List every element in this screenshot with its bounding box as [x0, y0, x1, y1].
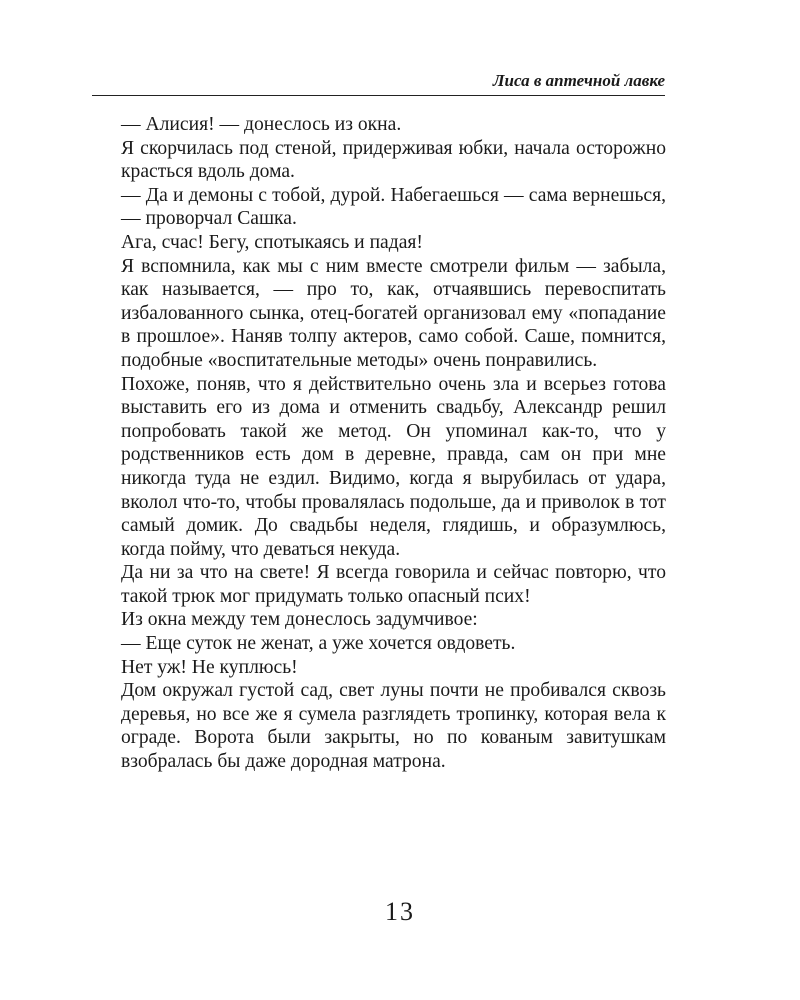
paragraph: — Алисия! — донеслось из окна.	[121, 114, 402, 135]
body-text	[121, 113, 666, 774]
paragraph: Я вспомнила, как мы с ним вместе смотрели фильм — забыла, как называется, — про то, как, отчаявшись перевоспитать избалованного сынка, отец-богатей организовал ему «попадание в прошлое». Наняв толпу актеров, само собой. Саше, помнится, подобные «воспитательные методы» очень понравились.	[121, 255, 666, 371]
paragraph: Из окна между тем донеслось задумчивое:	[121, 609, 478, 631]
paragraph: — Да и демоны с тобой, дурой. Набегаешься — сама вернешься, — проворчал Сашка.	[121, 184, 666, 230]
paragraph: Да ни за что на свете! Я всегда говорила и сейчас повторю, что такой трюк мог придумать только опасный псих!	[121, 562, 666, 607]
header-divider	[92, 95, 665, 96]
paragraph: Нет уж! Не куплюсь!	[121, 656, 298, 678]
paragraph: Я скорчилась под стеной, придерживая юбки, начала осторожно красться вдоль дома.	[121, 137, 666, 183]
paragraph: Похоже, поняв, что я действительно очень зла и всерьез готова выставить его из дома и отменить свадьбу, Александр решил попробовать такой же метод. Он упоминал как-то, что у родственников есть дом в деревне, правда, сам он при мне никогда туда не ездил. Видимо, когда я вырубилась от удара, вколол что-то, чтобы провалялась подольше, да и приволок в тот самый домик. До свадьбы неделя, глядишь, и образумлюсь, когда пойму, что деваться некуда.	[121, 373, 666, 560]
paragraph: — Еще суток не женат, а уже хочется овдоветь.	[121, 633, 516, 655]
page-number: 13	[385, 897, 415, 926]
paragraph: Дом окружал густой сад, свет луны почти не пробивался сквозь деревья, но все же я сумела разглядеть тропинку, которая вела к ограде. Ворота были закрыты, но по кованым завитушкам взобралась бы даже дородная матрона.	[121, 680, 666, 773]
paragraph: Ага, счас! Бегу, спотыкаясь и падая!	[121, 231, 423, 253]
running-header-title: Лиса в аптечной лавке	[492, 71, 665, 90]
